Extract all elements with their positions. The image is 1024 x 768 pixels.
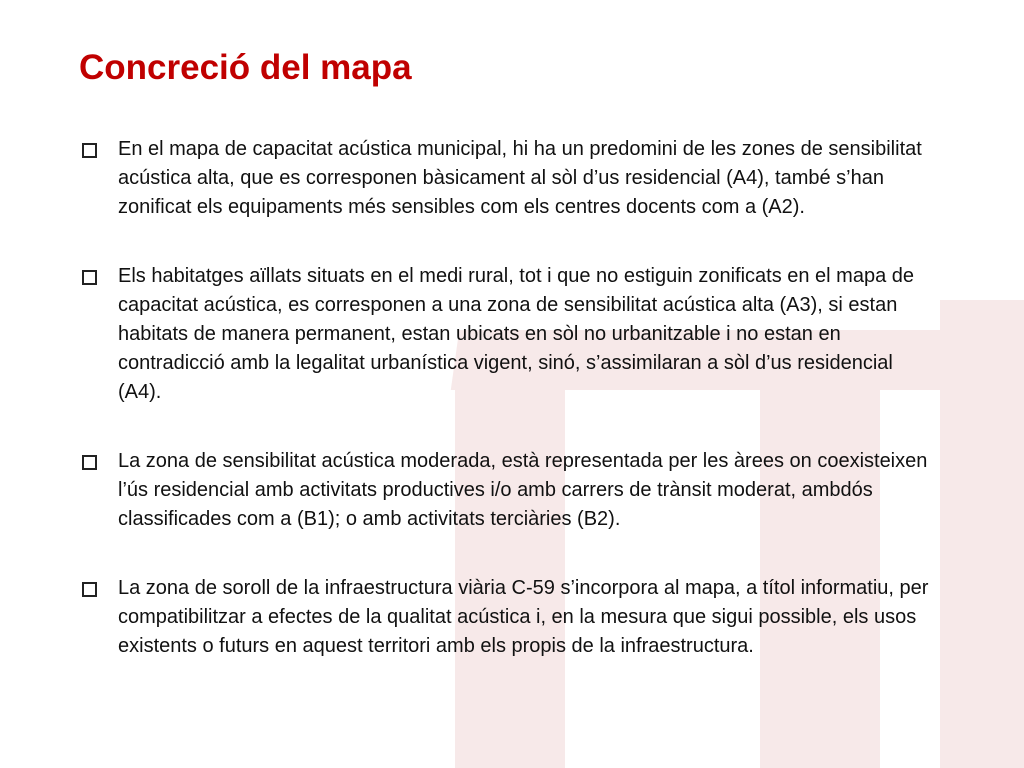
bullet-text: En el mapa de capacitat acústica municipal, hi ha un predomini de les zones de sensibilitat acústica alta, que es corresponen bàsicament al sòl d’us residencial (A4), també s’han zonificat els equipaments més sensibles com els centres docents com a (A2). — [118, 138, 922, 218]
list-item — [80, 574, 940, 661]
square-bullet-icon — [82, 582, 97, 597]
square-bullet-icon — [82, 143, 97, 158]
square-bullet-icon — [82, 270, 97, 285]
square-bullet-icon — [82, 455, 97, 470]
list-item — [80, 262, 940, 407]
bullet-text: La zona de sensibilitat acústica moderada, està representada per les àrees on coexisteixen l’ús residencial amb activitats productives i/o amb carrers de trànsit moderat, ambdós classificades com a (B1); o amb activitats terciàries (B2). — [118, 450, 928, 530]
watermark-shape-4 — [940, 300, 1024, 768]
list-item — [80, 447, 940, 534]
bullet-text: La zona de soroll de la infraestructura viària C-59 s’incorpora al mapa, a títol informatiu, per compatibilitzar a efectes de la qualitat acústica i, en la mesura que sigui possible, els usos existents o futurs en aquest territori amb els propis de la infraestructura. — [118, 577, 929, 657]
page-title: Concreció del mapa — [79, 48, 412, 87]
bullet-text: Els habitatges aïllats situats en el medi rural, tot i que no estiguin zonificats en el mapa de capacitat acústica, es corresponen a una zona de sensibilitat acústica alta (A3), si estan habitats de manera permanent, estan ubicats en sòl no urbanitzable i no estan en contradicció amb la legalitat urbanística vigent, sinó, s’assimilaran a sòl d’us residencial (A4). — [118, 265, 915, 403]
list-item — [80, 135, 940, 222]
bullet-list — [80, 135, 940, 661]
